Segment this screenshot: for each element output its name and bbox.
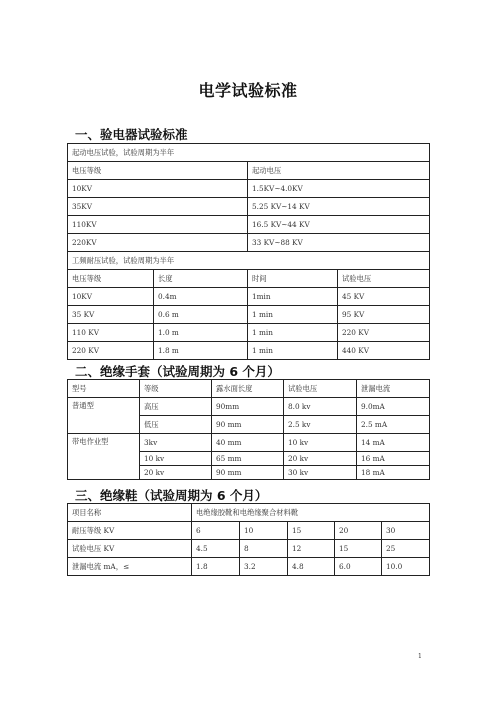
table-cell: 低压 — [140, 416, 212, 434]
table-cell: 90 mm — [212, 466, 284, 480]
table-cell: 1 min — [248, 342, 338, 360]
table-cell: 25 — [382, 540, 430, 558]
table-row — [68, 540, 430, 558]
table-cell: 4.5 — [192, 540, 240, 558]
insulating-boots-table — [67, 503, 430, 576]
table-cell: 1.0 m — [154, 324, 248, 342]
table-cell: 试验电压 KV — [68, 540, 192, 558]
table-cell: 耐压等级 KV — [68, 522, 192, 540]
table-cell: 20 — [335, 522, 382, 540]
table-cell: 16.5 KV~44 KV — [248, 216, 430, 234]
table-cell: 35KV — [68, 198, 248, 216]
table-header-cell: 型号 — [68, 380, 140, 398]
table-cell: 95 KV — [338, 306, 430, 324]
table-cell: 1.5KV~4.0KV — [248, 180, 430, 198]
table-cell: 15 — [288, 522, 335, 540]
table-header-cell: 项目名称 — [68, 504, 192, 522]
table-cell: 110KV — [68, 216, 248, 234]
table-cell: 9.0mA — [357, 398, 430, 416]
table-row — [68, 398, 430, 416]
table-cell: 30 kv — [284, 466, 357, 480]
table-cell: 10 — [240, 522, 288, 540]
table-cell: 工频耐压试验，试验周期为半年 — [68, 252, 430, 270]
table-row — [68, 216, 430, 234]
table-cell: 1.8 — [192, 558, 240, 576]
section-heading-1: 一、验电器试验标准 — [75, 127, 188, 142]
table-cell: 3.2 — [240, 558, 288, 576]
table-cell: 1 min — [248, 324, 338, 342]
table-cell: 普通型 — [68, 398, 140, 434]
table-cell: 440 KV — [338, 342, 430, 360]
page-number: 1 — [418, 653, 422, 660]
table-header-cell: 长度 — [154, 270, 248, 288]
table-header-cell: 试验电压 — [338, 270, 430, 288]
table-row — [68, 504, 430, 522]
table-header-cell: 等级 — [140, 380, 212, 398]
table-row — [68, 144, 430, 162]
table-cell: 带电作业型 — [68, 434, 140, 480]
table-header-cell: 电压等级 — [68, 162, 248, 180]
table-header-cell: 电绝缘胶靴和电绝缘聚合材料靴 — [192, 504, 430, 522]
table-cell: 0.6 m — [154, 306, 248, 324]
table-cell: 220 KV — [68, 342, 154, 360]
table-row — [68, 380, 430, 398]
table-cell: 220 KV — [338, 324, 430, 342]
table-cell: 10 kv — [284, 434, 357, 452]
table-cell: 90 mm — [212, 416, 284, 434]
table-cell: 16 mA — [357, 452, 430, 466]
table-row — [68, 324, 430, 342]
table-cell: 40 mm — [212, 434, 284, 452]
table-cell: 3kv — [140, 434, 212, 452]
table-row — [68, 522, 430, 540]
table-cell: 4.8 — [288, 558, 335, 576]
electroscope-table — [67, 143, 430, 360]
table-row — [68, 180, 430, 198]
table-header-cell: 电压等级 — [68, 270, 154, 288]
table-row — [68, 288, 430, 306]
table-cell: 5.25 KV~14 KV — [248, 198, 430, 216]
table-cell: 45 KV — [338, 288, 430, 306]
table-row — [68, 162, 430, 180]
section-heading-2: 二、绝缘手套（试验周期为 6 个月） — [75, 364, 280, 379]
table-row — [68, 270, 430, 288]
table-row — [68, 558, 430, 576]
table-cell: 35 KV — [68, 306, 154, 324]
table-cell: 0.4m — [154, 288, 248, 306]
table-cell: 220KV — [68, 234, 248, 252]
table-cell: 起动电压试验，试验周期为半年 — [68, 144, 430, 162]
table-row — [68, 342, 430, 360]
table-cell: 110 KV — [68, 324, 154, 342]
table-row — [68, 234, 430, 252]
table-cell: 20 kv — [140, 466, 212, 480]
table-header-cell: 时间 — [248, 270, 338, 288]
table-cell: 14 mA — [357, 434, 430, 452]
table-cell: 2.5 mA — [357, 416, 430, 434]
table-cell: 6 — [192, 522, 240, 540]
table-cell: 30 — [382, 522, 430, 540]
table-cell: 1min — [248, 288, 338, 306]
table-header-cell: 起动电压 — [248, 162, 430, 180]
table-cell: 90mm — [212, 398, 284, 416]
table-row — [68, 252, 430, 270]
table-cell: 8 — [240, 540, 288, 558]
table-row — [68, 198, 430, 216]
table-row — [68, 306, 430, 324]
table-cell: 18 mA — [357, 466, 430, 480]
page-title: 电学试验标准 — [198, 81, 298, 100]
table-cell: 1.8 m — [154, 342, 248, 360]
table-cell: 高压 — [140, 398, 212, 416]
insulating-gloves-table — [67, 379, 430, 480]
table-cell: 12 — [288, 540, 335, 558]
table-cell: 10KV — [68, 180, 248, 198]
section-heading-3: 三、绝缘鞋（试验周期为 6 个月） — [75, 488, 268, 503]
table-cell: 20 kv — [284, 452, 357, 466]
table-cell: 10KV — [68, 288, 154, 306]
table-cell: 65 mm — [212, 452, 284, 466]
table-cell: 8.0 kv — [284, 398, 357, 416]
table-cell: 15 — [335, 540, 382, 558]
table-header-cell: 泄漏电流 — [357, 380, 430, 398]
table-cell: 泄漏电流 mA，≤ — [68, 558, 192, 576]
table-cell: 10 kv — [140, 452, 212, 466]
table-cell: 33 KV~88 KV — [248, 234, 430, 252]
table-cell: 6.0 — [335, 558, 382, 576]
table-cell: 2.5 kv — [284, 416, 357, 434]
table-cell: 1 min — [248, 306, 338, 324]
table-row — [68, 434, 430, 452]
table-cell: 10.0 — [382, 558, 430, 576]
table-header-cell: 露水面长度 — [212, 380, 284, 398]
table-header-cell: 试验电压 — [284, 380, 357, 398]
